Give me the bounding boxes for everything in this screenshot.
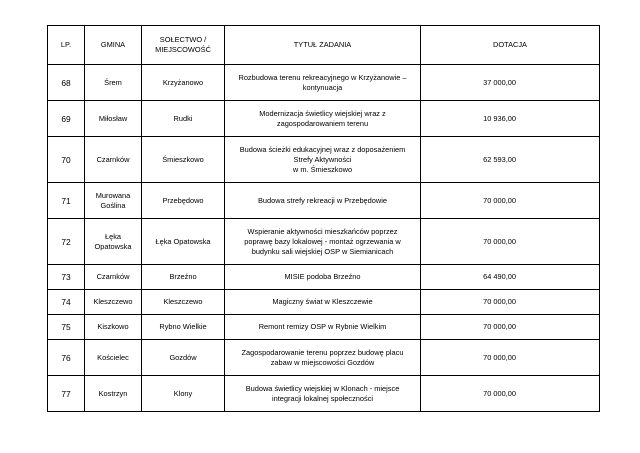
- cell-solectwo: [142, 183, 225, 219]
- cell-tytul-line: Modernizacja świetlicy wiejskiej wraz z: [259, 108, 386, 118]
- cell-gmina-line: Goślina: [100, 200, 126, 210]
- cell-solectwo: [142, 376, 225, 412]
- header-tytul: TYTUŁ ZADANIA: [225, 26, 421, 65]
- cell-gmina: [85, 315, 142, 340]
- cell-lp: 75: [48, 315, 85, 340]
- cell-tytul-line: Remont remizy OSP w Rybnie Wielkim: [258, 322, 387, 331]
- cell-tytul-line: zabaw w miejscowości Gozdów: [270, 357, 375, 367]
- cell-tytul-line: Rozbudowa terenu rekreacyjnego w Krzyżanowie –: [238, 72, 407, 82]
- cell-gmina: [85, 340, 142, 376]
- cell-gmina-line: Czarnków: [96, 272, 130, 281]
- cell-tytul-line: Budowa ścieżki edukacyjnej wraz z doposażeniem: [239, 144, 406, 154]
- table-row: [48, 265, 600, 290]
- cell-gmina-line: Kiszkowo: [97, 322, 129, 331]
- cell-tytul-line: w m. Śmieszkowo: [292, 164, 353, 174]
- cell-tytul-line: Zagospodarowanie terenu poprzez budowę placu: [241, 347, 404, 357]
- cell-gmina: [85, 290, 142, 315]
- cell-gmina: [85, 265, 142, 290]
- cell-lp: 73: [48, 265, 85, 290]
- cell-dotacja: 37 000,00: [421, 65, 600, 101]
- cell-dotacja: 70 000,00: [421, 219, 600, 265]
- cell-tytul-line: Magiczny świat w Kleszczewie: [272, 297, 373, 306]
- cell-gmina-line: Murowana: [95, 190, 131, 200]
- header-solectwo-line2: MIEJSCOWOŚĆ: [155, 45, 211, 54]
- header-gmina: GMINA: [85, 26, 142, 65]
- cell-lp: 68: [48, 65, 85, 101]
- cell-gmina: [85, 101, 142, 137]
- cell-gmina: [85, 376, 142, 412]
- cell-tytul-line: zagospodarowaniem terenu: [276, 118, 369, 128]
- table-header: [48, 26, 600, 65]
- cell-gmina: [85, 219, 142, 265]
- table-row: [48, 65, 600, 101]
- cell-tytul-line: integracji lokalnej społeczności: [271, 393, 374, 403]
- cell-tytul: [225, 376, 421, 412]
- cell-tytul-line: budynku sali wiejskiej OSP w Siemianicach: [251, 246, 394, 256]
- cell-dotacja: 64 490,00: [421, 265, 600, 290]
- cell-tytul: [225, 183, 421, 219]
- cell-solectwo-line: Gozdów: [169, 352, 197, 362]
- table-row: [48, 219, 600, 265]
- cell-gmina-line: Kościelec: [97, 352, 129, 362]
- cell-lp: 71: [48, 183, 85, 219]
- cell-lp: 72: [48, 219, 85, 265]
- cell-solectwo: [142, 290, 225, 315]
- cell-solectwo-line: Rybno Wielkie: [159, 322, 207, 331]
- cell-tytul-line: Budowa strefy rekreacji w Przebędowie: [258, 195, 387, 205]
- table-body: [48, 65, 600, 412]
- cell-tytul-line: MISIE podoba Brzeźno: [284, 272, 361, 281]
- cell-tytul: [225, 340, 421, 376]
- cell-solectwo-line: Klony: [173, 388, 193, 398]
- cell-tytul-line: Strefy Aktywności: [293, 154, 352, 164]
- cell-solectwo: [142, 265, 225, 290]
- cell-dotacja: 62 593,00: [421, 137, 600, 183]
- cell-solectwo-line: Kleszczewo: [163, 297, 203, 306]
- cell-solectwo: [142, 340, 225, 376]
- cell-dotacja: 70 000,00: [421, 315, 600, 340]
- cell-tytul: [225, 101, 421, 137]
- cell-lp: 69: [48, 101, 85, 137]
- cell-solectwo: [142, 219, 225, 265]
- table-row: [48, 137, 600, 183]
- table-row: [48, 101, 600, 137]
- header-solectwo-line1: SOŁECTWO /: [159, 35, 207, 44]
- header-row: [48, 26, 600, 65]
- cell-dotacja: 70 000,00: [421, 376, 600, 412]
- cell-lp: 74: [48, 290, 85, 315]
- cell-gmina-line: Opatowska: [94, 241, 132, 251]
- cell-tytul: [225, 315, 421, 340]
- cell-dotacja: 70 000,00: [421, 183, 600, 219]
- header-dotacja: DOTACJA: [421, 26, 600, 65]
- cell-tytul-line: Budowa świetlicy wiejskiej w Klonach - miejsce: [245, 383, 400, 393]
- cell-gmina: [85, 137, 142, 183]
- cell-tytul: [225, 290, 421, 315]
- cell-solectwo-line: Krzyżanowo: [162, 77, 204, 87]
- cell-gmina-line: Śrem: [104, 77, 122, 87]
- cell-solectwo-line: Łęka Opatowska: [155, 236, 211, 246]
- table-row: [48, 290, 600, 315]
- cell-tytul: [225, 65, 421, 101]
- cell-dotacja: 10 936,00: [421, 101, 600, 137]
- cell-solectwo: [142, 137, 225, 183]
- cell-tytul: [225, 265, 421, 290]
- table-row: [48, 340, 600, 376]
- table-row: [48, 183, 600, 219]
- cell-tytul-line: poprawę bazy lokalowej - montaż ogrzewania w: [244, 236, 401, 246]
- header-solectwo: [142, 26, 225, 65]
- cell-gmina-line: Kleszczewo: [93, 297, 133, 306]
- cell-gmina-line: Miłosław: [98, 113, 128, 123]
- cell-tytul-line: Wspieranie aktywności mieszkańców poprzez: [247, 226, 398, 236]
- cell-dotacja: 70 000,00: [421, 340, 600, 376]
- cell-lp: 77: [48, 376, 85, 412]
- cell-solectwo: [142, 101, 225, 137]
- header-lp: LP.: [48, 26, 85, 65]
- cell-gmina-line: Czarnków: [96, 154, 130, 164]
- cell-solectwo-line: Śmieszkowo: [162, 154, 204, 164]
- cell-gmina-line: Kostrzyn: [98, 388, 128, 398]
- cell-lp: 70: [48, 137, 85, 183]
- cell-lp: 76: [48, 340, 85, 376]
- cell-gmina: [85, 65, 142, 101]
- cell-solectwo: [142, 315, 225, 340]
- cell-gmina: [85, 183, 142, 219]
- table-row: [48, 376, 600, 412]
- cell-dotacja: 70 000,00: [421, 290, 600, 315]
- cell-tytul-line: kontynuacja: [302, 82, 343, 92]
- cell-gmina-line: Łęka: [104, 231, 122, 241]
- cell-tytul: [225, 219, 421, 265]
- cell-solectwo-line: Rudki: [173, 113, 193, 123]
- cell-solectwo-line: Brzeźno: [169, 272, 197, 281]
- cell-solectwo-line: Przebędowo: [162, 195, 204, 205]
- table-row: [48, 315, 600, 340]
- cell-solectwo: [142, 65, 225, 101]
- cell-tytul: [225, 137, 421, 183]
- grants-table: [47, 25, 600, 412]
